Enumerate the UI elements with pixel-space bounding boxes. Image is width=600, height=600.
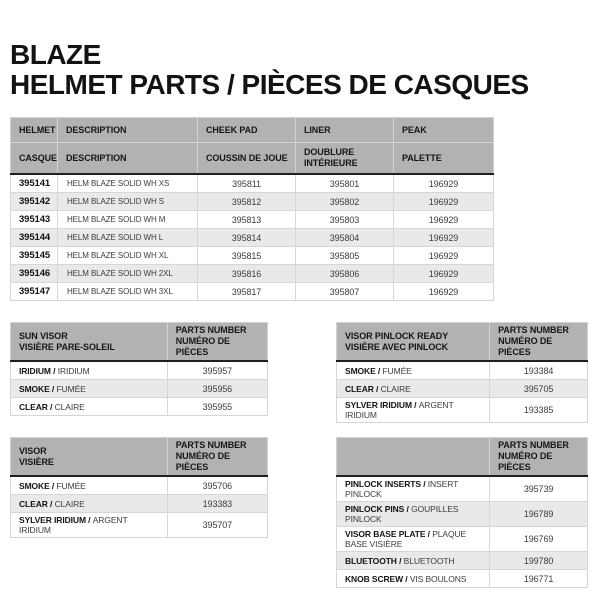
label-separator: / bbox=[425, 529, 433, 539]
cell-liner: 395807 bbox=[296, 283, 394, 301]
cell-part-label bbox=[337, 380, 490, 398]
col-header-parts-number bbox=[167, 438, 267, 477]
helmet-row bbox=[11, 211, 494, 229]
part-label-fr: CLAIRE bbox=[54, 401, 85, 412]
cell-peak: 196929 bbox=[394, 193, 494, 211]
visor-pinlock-ready-table bbox=[336, 322, 588, 423]
visor-pinlock-header-row bbox=[337, 323, 588, 362]
part-label-fr: CLAIRE bbox=[380, 383, 411, 394]
part-label-fr: CLAIRE bbox=[54, 498, 85, 509]
cell-liner: 395806 bbox=[296, 265, 394, 283]
part-label-en: CLEAR bbox=[19, 401, 48, 412]
cell-peak: 196929 bbox=[394, 229, 494, 247]
part-row bbox=[337, 502, 588, 527]
col-header-parts-number bbox=[490, 323, 588, 362]
model-name: BLAZE bbox=[10, 39, 101, 70]
part-label-en: SMOKE bbox=[19, 383, 50, 394]
cell-part-label bbox=[337, 476, 490, 502]
col-header-cheek-pad: CHEEK PAD bbox=[198, 118, 296, 143]
label-separator: / bbox=[50, 365, 58, 376]
part-label-en: KNOB SCREW bbox=[345, 573, 404, 584]
main-header-row-fr bbox=[11, 143, 494, 175]
header-line-fr: NUMÉRO DE PIÈCES bbox=[175, 451, 230, 472]
col-header-casque: CASQUE bbox=[11, 143, 58, 175]
part-label-fr: FUMÉE bbox=[56, 480, 86, 491]
cell-part-number: 196769 bbox=[490, 527, 588, 552]
part-label-fr: BLUETOOTH bbox=[403, 555, 455, 566]
col-header-liner: LINER bbox=[296, 118, 394, 143]
cell-part-label bbox=[11, 380, 168, 398]
cell-part-number: 395705 bbox=[490, 380, 588, 398]
cell-peak: 196929 bbox=[394, 211, 494, 229]
col-header-description-fr: DESCRIPTION bbox=[58, 143, 198, 175]
cell-cheek-pad: 395811 bbox=[198, 174, 296, 193]
cell-cheek-pad: 395813 bbox=[198, 211, 296, 229]
col-header-parts-number bbox=[490, 438, 588, 477]
helmet-row bbox=[11, 247, 494, 265]
header-line-en: VISOR PINLOCK READY bbox=[345, 330, 449, 341]
cell-cheek-pad: 395815 bbox=[198, 247, 296, 265]
part-row bbox=[337, 361, 588, 380]
label-separator: / bbox=[403, 573, 410, 584]
part-label-en: SYLVER IRIDIUM bbox=[345, 400, 412, 410]
col-header-coussin: COUSSIN DE JOUE bbox=[198, 143, 296, 175]
label-separator: / bbox=[47, 498, 55, 509]
label-separator: / bbox=[420, 479, 428, 489]
cell-peak: 196929 bbox=[394, 174, 494, 193]
cell-part-label bbox=[11, 495, 168, 513]
cell-part-label bbox=[337, 527, 490, 552]
part-label-fr: FUMÉE bbox=[56, 383, 86, 394]
header-line-en: PARTS NUMBER bbox=[498, 325, 569, 335]
helmet-row bbox=[11, 174, 494, 193]
cell-part-number: 395957 bbox=[167, 361, 267, 380]
accessories-header-row bbox=[337, 438, 588, 477]
header-line-fr: NUMÉRO DE PIÈCES bbox=[175, 336, 230, 357]
sun-visor-header-row bbox=[11, 323, 268, 362]
part-label-en: VISOR BASE PLATE bbox=[345, 529, 426, 539]
helmet-row bbox=[11, 193, 494, 211]
cell-part-number: 196771 bbox=[490, 570, 588, 588]
header-line-en: PARTS NUMBER bbox=[175, 440, 247, 450]
cell-peak: 196929 bbox=[394, 247, 494, 265]
col-header-palette: PALETTE bbox=[394, 143, 494, 175]
col-header-blank bbox=[337, 438, 490, 477]
part-label-en: SMOKE bbox=[19, 480, 50, 491]
col-header-sun-visor bbox=[11, 323, 168, 362]
part-label-fr: VIS BOULONS bbox=[409, 573, 467, 584]
cell-part-number: 395706 bbox=[167, 476, 267, 495]
cell-description: HELM BLAZE SOLID WH M bbox=[58, 211, 198, 229]
cell-cheek-pad: 395817 bbox=[198, 283, 296, 301]
part-row bbox=[11, 380, 268, 398]
helmet-row bbox=[11, 229, 494, 247]
cell-cheek-pad: 395812 bbox=[198, 193, 296, 211]
part-row bbox=[337, 380, 588, 398]
part-row bbox=[337, 527, 588, 552]
cell-part-label bbox=[11, 476, 168, 495]
label-separator: / bbox=[396, 555, 404, 566]
part-row bbox=[337, 552, 588, 570]
col-header-description: DESCRIPTION bbox=[58, 118, 198, 143]
header-line-en bbox=[345, 446, 483, 457]
header-line-fr bbox=[345, 457, 483, 468]
col-header-visor bbox=[11, 438, 168, 477]
part-row bbox=[11, 513, 268, 538]
part-label-en: BLUETOOTH bbox=[345, 555, 397, 566]
part-row bbox=[11, 398, 268, 416]
cell-part-label bbox=[11, 513, 168, 538]
accessories-table bbox=[336, 437, 588, 588]
cell-cheek-pad: 395816 bbox=[198, 265, 296, 283]
cell-part-number: 395956 bbox=[167, 380, 267, 398]
cell-helmet-number: 395146 bbox=[11, 265, 58, 283]
part-row bbox=[337, 398, 588, 423]
cell-helmet-number: 395147 bbox=[11, 283, 58, 301]
cell-part-number: 193385 bbox=[490, 398, 588, 423]
col-header-doublure: DOUBLURE INTÉRIEURE bbox=[296, 143, 394, 175]
cell-liner: 395805 bbox=[296, 247, 394, 265]
label-separator: / bbox=[404, 504, 412, 514]
part-label-fr: GOUPILLES PINLOCK bbox=[345, 504, 459, 524]
part-label-fr: INSERT PINLOCK bbox=[345, 479, 459, 499]
cell-liner: 395803 bbox=[296, 211, 394, 229]
cell-description: HELM BLAZE SOLID WH 3XL bbox=[58, 283, 198, 301]
cell-part-label bbox=[337, 570, 490, 588]
label-separator: / bbox=[375, 365, 383, 376]
main-header-row-en bbox=[11, 118, 494, 143]
cell-part-label bbox=[11, 398, 168, 416]
page-header bbox=[10, 40, 529, 100]
helmet-row bbox=[11, 265, 494, 283]
cell-liner: 395802 bbox=[296, 193, 394, 211]
cell-description: HELM BLAZE SOLID WH S bbox=[58, 193, 198, 211]
header-line-fr: NUMÉRO DE PIÈCES bbox=[498, 336, 553, 357]
helmet-parts-table bbox=[10, 117, 494, 301]
header-line-en: VISOR bbox=[19, 445, 47, 456]
part-label-en: PINLOCK INSERTS bbox=[345, 479, 421, 489]
part-label-en: SMOKE bbox=[345, 365, 376, 376]
cell-part-number: 196789 bbox=[490, 502, 588, 527]
cell-liner: 395804 bbox=[296, 229, 394, 247]
cell-part-number: 193384 bbox=[490, 361, 588, 380]
page-title: HELMET PARTS / PIÈCES DE CASQUES bbox=[10, 68, 529, 100]
part-label-fr: FUMÉE bbox=[382, 365, 412, 376]
cell-part-label bbox=[337, 552, 490, 570]
col-header-peak: PEAK bbox=[394, 118, 494, 143]
cell-cheek-pad: 395814 bbox=[198, 229, 296, 247]
cell-description: HELM BLAZE SOLID WH XS bbox=[58, 174, 198, 193]
header-line-fr: NUMÉRO DE PIÈCES bbox=[498, 451, 553, 472]
label-separator: / bbox=[411, 400, 419, 410]
part-row bbox=[337, 476, 588, 502]
label-separator: / bbox=[47, 401, 55, 412]
cell-part-number: 199780 bbox=[490, 552, 588, 570]
part-label-en: PINLOCK PINS bbox=[345, 504, 405, 514]
cell-helmet-number: 395143 bbox=[11, 211, 58, 229]
part-row bbox=[11, 361, 268, 380]
header-line-fr: VISIÈRE bbox=[19, 456, 54, 467]
cell-description: HELM BLAZE SOLID WH 2XL bbox=[58, 265, 198, 283]
cell-helmet-number: 395145 bbox=[11, 247, 58, 265]
cell-liner: 395801 bbox=[296, 174, 394, 193]
part-label-fr: PLAQUE BASE VISIÈRE bbox=[345, 529, 467, 549]
cell-helmet-number: 395141 bbox=[11, 174, 58, 193]
header-line-fr: VISIÈRE AVEC PINLOCK bbox=[345, 341, 449, 352]
header-line-fr: VISIÈRE PARE-SOLEIL bbox=[19, 341, 115, 352]
part-row bbox=[11, 495, 268, 513]
part-label-fr: ARGENT IRIDIUM bbox=[19, 515, 128, 535]
part-label-fr: IRIDIUM bbox=[57, 365, 90, 376]
cell-part-label bbox=[337, 361, 490, 380]
part-label-en: SYLVER IRIDIUM bbox=[19, 515, 86, 525]
label-separator: / bbox=[49, 480, 57, 491]
cell-part-number: 193383 bbox=[167, 495, 267, 513]
part-label-en: CLEAR bbox=[19, 498, 48, 509]
cell-peak: 196929 bbox=[394, 265, 494, 283]
header-line-en: PARTS NUMBER bbox=[175, 325, 247, 335]
cell-helmet-number: 395144 bbox=[11, 229, 58, 247]
cell-part-label bbox=[11, 361, 168, 380]
label-separator: / bbox=[373, 383, 381, 394]
part-row bbox=[11, 476, 268, 495]
header-line-en: SUN VISOR bbox=[19, 330, 68, 341]
cell-part-label bbox=[337, 502, 490, 527]
cell-part-number: 395707 bbox=[167, 513, 267, 538]
label-separator: / bbox=[85, 515, 93, 525]
helmet-row bbox=[11, 283, 494, 301]
col-header-parts-number bbox=[167, 323, 267, 362]
label-separator: / bbox=[49, 383, 57, 394]
cell-part-label bbox=[337, 398, 490, 423]
cell-helmet-number: 395142 bbox=[11, 193, 58, 211]
part-label-en: CLEAR bbox=[345, 383, 374, 394]
part-label-en: IRIDIUM bbox=[19, 365, 51, 376]
visor-header-row bbox=[11, 438, 268, 477]
cell-description: HELM BLAZE SOLID WH L bbox=[58, 229, 198, 247]
cell-peak: 196929 bbox=[394, 283, 494, 301]
cell-part-number: 395955 bbox=[167, 398, 267, 416]
cell-description: HELM BLAZE SOLID WH XL bbox=[58, 247, 198, 265]
col-header-helmet: HELMET bbox=[11, 118, 58, 143]
col-header-visor-pinlock bbox=[337, 323, 490, 362]
visor-table bbox=[10, 437, 268, 538]
sun-visor-table bbox=[10, 322, 268, 416]
cell-part-number: 395739 bbox=[490, 476, 588, 502]
header-line-en: PARTS NUMBER bbox=[498, 440, 569, 450]
part-label-fr: ARGENT IRIDIUM bbox=[345, 400, 454, 420]
part-row bbox=[337, 570, 588, 588]
